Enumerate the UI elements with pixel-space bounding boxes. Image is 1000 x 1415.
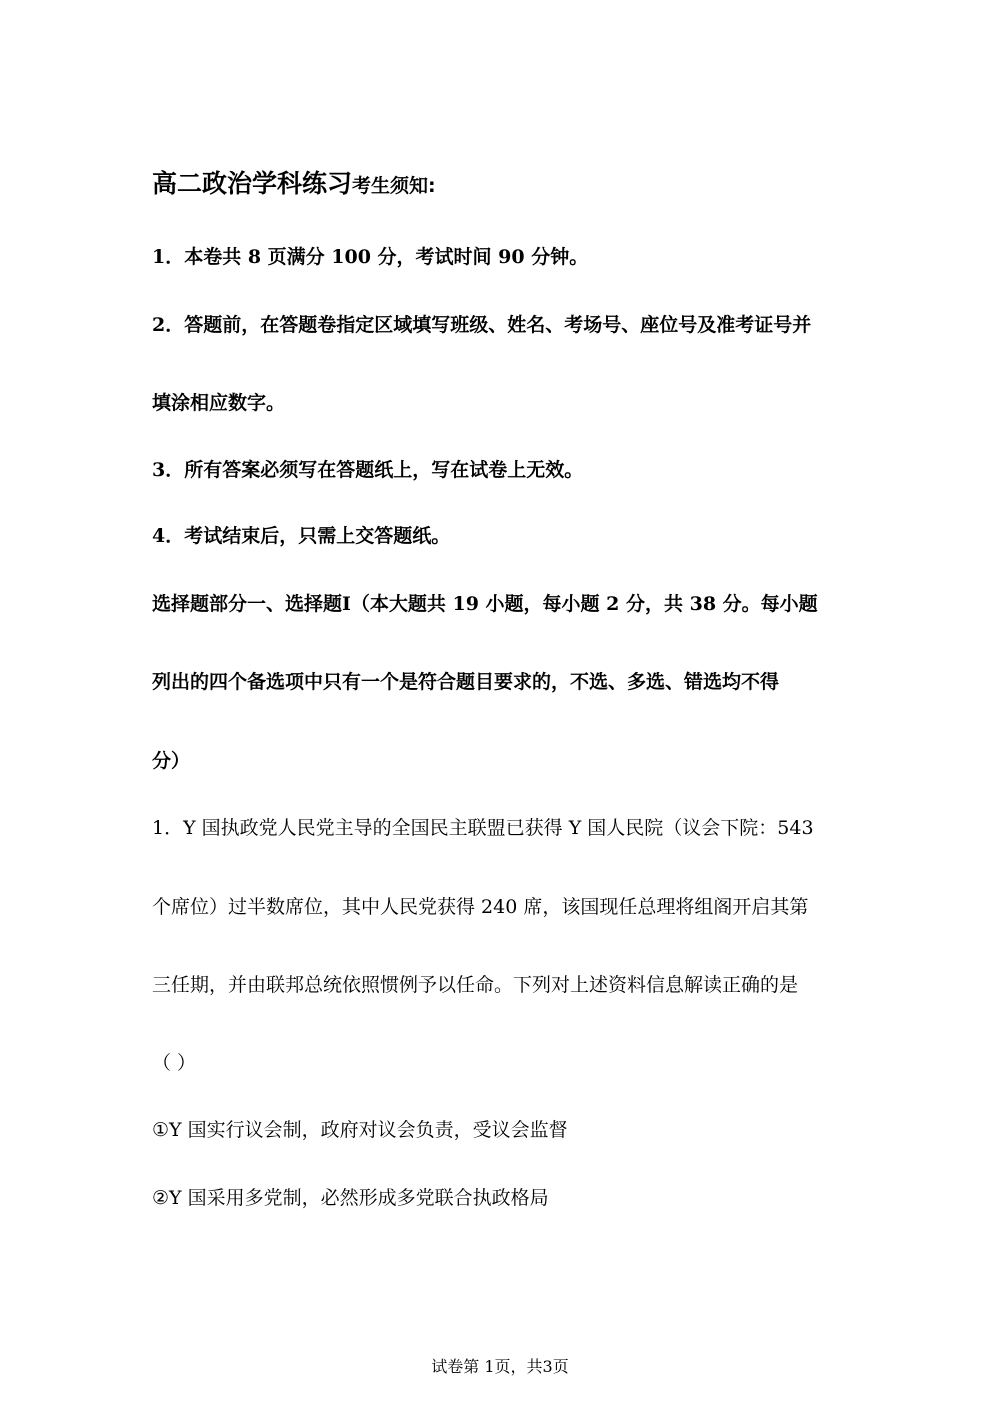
question-stem-line: 个席位）过半数席位，其中人民党获得 240 席，该国现任总理将组阁开启其第: [152, 896, 809, 918]
question-stem-line: 三任期，并由联邦总统依照惯例予以任命。下列对上述资料信息解读正确的是: [152, 974, 799, 996]
question-option: ①Y 国实行议会制，政府对议会负责，受议会监督: [152, 1119, 568, 1141]
notice-item: 2．答题前，在答题卷指定区域填写班级、姓名、考场号、座位号及准考证号并: [152, 314, 812, 336]
section-heading-line: 分）: [152, 750, 191, 772]
answer-blank: （ ）: [152, 1052, 197, 1074]
question-option: ②Y 国采用多党制，必然形成多党联合执政格局: [152, 1187, 549, 1209]
notice-item: 1．本卷共 8 页满分 100 分，考试时间 90 分钟。: [152, 246, 589, 268]
page-title-main: 高二政治学科练习: [152, 169, 353, 198]
section-heading-line: 列出的四个备选项中只有一个是符合题目要求的，不选、多选、错选均不得: [152, 671, 780, 693]
question-stem-line: 1．Y 国执政党人民党主导的全国民主联盟已获得 Y 国人民院（议会下院：543: [152, 817, 814, 839]
page-footer: 试卷第 1页，共3页: [431, 1357, 569, 1376]
page-title: [152, 169, 436, 198]
page-title-sub: 考生须知:: [352, 175, 436, 197]
notice-item: 4．考试结束后，只需上交答题纸。: [152, 525, 451, 547]
notice-item-continuation: 填涂相应数字。: [152, 392, 286, 414]
notice-item: 3．所有答案必须写在答题纸上，写在试卷上无效。: [152, 459, 584, 481]
section-heading-line: 选择题部分一、选择题Ⅰ（本大题共 19 小题，每小题 2 分，共 38 分。每小题: [152, 593, 818, 615]
